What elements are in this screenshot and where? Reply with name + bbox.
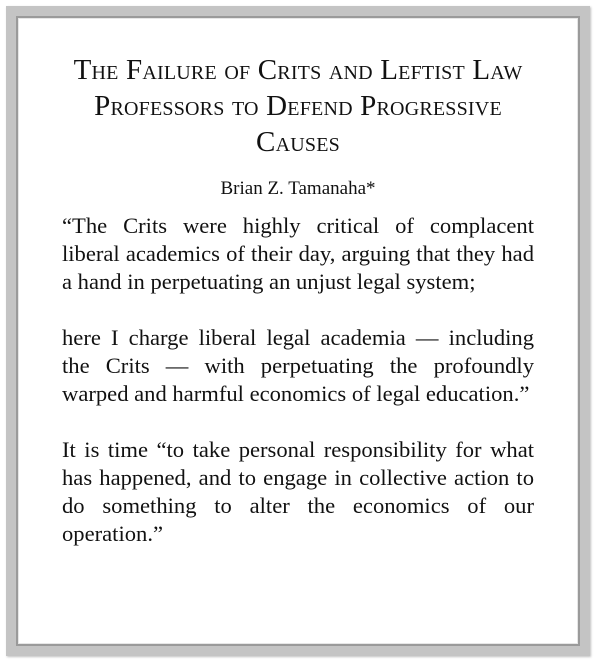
document-title: The Failure of Crits and Leftist Law Professors to Defend Progressive Causes	[73, 54, 523, 158]
author-name: Brian Z. Tamanaha*	[220, 178, 376, 199]
quote-paragraph-3: It is time “to take personal responsibility for what has happened, and to engage in collective action to do something to alter the economics of our operation.”	[62, 437, 534, 546]
quote-paragraph-2: here I charge liberal legal academia — including the Crits — with perpetuating the profoundly warped and harmful economics of legal education.”	[62, 325, 534, 406]
page-frame	[6, 6, 590, 656]
document-panel	[16, 16, 580, 646]
quote-paragraph-1: “The Crits were highly critical of complacent liberal academics of their day, arguing that they had a hand in perpetuating an unjust legal system;	[62, 213, 534, 294]
